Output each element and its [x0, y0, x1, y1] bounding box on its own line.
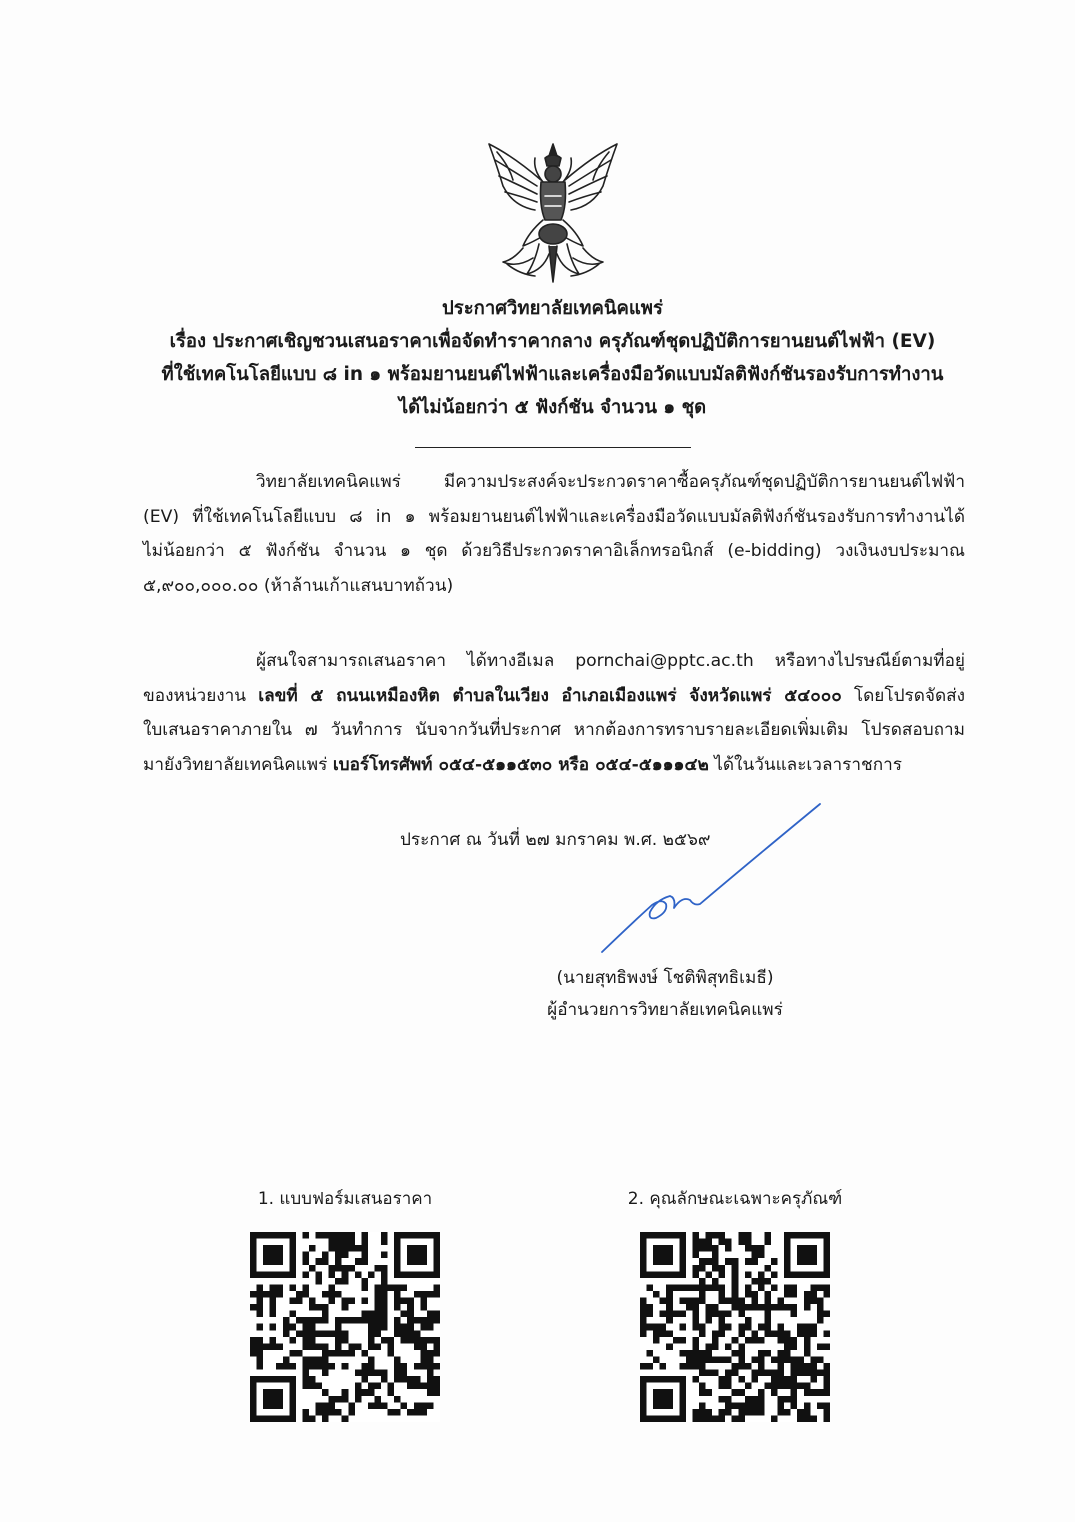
phone-prefix: มายังวิทยาลัยเทคนิคแพร่ — [143, 754, 333, 775]
signer-block — [520, 962, 810, 1026]
announcement-subject-line-2: ที่ใช้เทคโนโลยีแบบ ๘ in ๑ พร้อมยานยนต์ไฟฟ้าและเครื่องมือวัดแบบมัลติฟังก์ชันรองรับการทำงาน — [161, 364, 944, 385]
phone-suffix: ได้ในวันและเวลาราชการ — [708, 754, 902, 775]
announcement-header — [120, 292, 985, 424]
qr-code-icon[interactable] — [640, 1232, 830, 1422]
signer-position: ผู้อำนวยการวิทยาลัยเทคนิคแพร่ — [547, 1000, 783, 1020]
announcement-date: ประกาศ ณ วันที่ ๒๗ มกราคม พ.ศ. ๒๕๖๙ — [400, 830, 711, 850]
paragraph-line: ผู้สนใจสามารถเสนอราคา ได้ทางอีเมล pornchai@pptc.ac.th หรือทางไปรษณีย์ตามที่อยู่ — [256, 651, 965, 671]
address-suffix: โดยโปรดจัดส่ง — [841, 685, 965, 706]
header-divider — [415, 447, 691, 448]
announcement-subject-line-3: ได้ไม่น้อยกว่า ๕ ฟังก์ชัน จำนวน ๑ ชุด — [398, 397, 707, 418]
paragraph-line: ใบเสนอราคาภายใน ๗ วันทำการ นับจากวันที่ประกาศ หากต้องการทราบรายละเอียดเพิ่มเติม โปรดสอบถาม — [143, 720, 965, 740]
announcement-subject-line-1: เรื่อง ประกาศเชิญชวนเสนอราคาเพื่อจัดทำราคากลาง ครุภัณฑ์ชุดปฏิบัติการยานยนต์ไฟฟ้า (EV) — [169, 331, 936, 352]
qr-code-icon[interactable] — [250, 1232, 440, 1422]
phone-numbers: เบอร์โทรศัพท์ ๐๕๔-๕๑๑๕๓๐ หรือ ๐๕๔-๕๑๑๑๔๒ — [332, 754, 709, 775]
announcement-title: ประกาศวิทยาลัยเทคนิคแพร่ — [442, 298, 663, 319]
address-text: เลขที่ ๕ ถนนเหมืองหิต ตำบลในเวียง อำเภอเมืองแพร่ จังหวัดแพร่ ๕๔๐๐๐ — [258, 685, 842, 706]
paragraph-line: (EV) ที่ใช้เทคโนโลยีแบบ ๘ in ๑ พร้อมยานยนต์ไฟฟ้าและเครื่องมือวัดแบบมัลติฟังก์ชันรองรับการทำงานได้ — [143, 506, 965, 527]
paragraph-line: ๕,๙๐๐,๐๐๐.๐๐ (ห้าล้านเก้าแสนบาทถ้วน) — [143, 575, 454, 596]
qr-label-specification: 2. คุณลักษณะเฉพาะครุภัณฑ์ — [627, 1189, 843, 1209]
paragraph-line: วิทยาลัยเทคนิคแพร่ มีความประสงค์จะประกวดราคาซื้อครุภัณฑ์ชุดปฏิบัติการยานยนต์ไฟฟ้า — [256, 472, 965, 492]
address-prefix: ของหน่วยงาน — [143, 685, 259, 706]
garuda-emblem-icon — [483, 136, 623, 286]
qr-label-bid-form: 1. แบบฟอร์มเสนอราคา — [257, 1189, 433, 1209]
handwritten-signature — [590, 800, 830, 960]
paragraph-line-address — [143, 679, 965, 714]
qr-block-specification — [605, 1186, 865, 1422]
body-paragraph-1 — [143, 465, 965, 603]
qr-block-bid-form — [215, 1186, 475, 1422]
paragraph-line-phone — [143, 748, 965, 783]
paragraph-line: ไม่น้อยกว่า ๕ ฟังก์ชัน จำนวน ๑ ชุด ด้วยวิธีประกวดราคาอิเล็กทรอนิกส์ (e-bidding) วงเงินงบประมาณ — [143, 541, 965, 561]
signer-name: (นายสุทธิพงษ์ โชติพิสุทธิเมธี) — [556, 968, 774, 988]
body-paragraph-2 — [143, 644, 965, 782]
